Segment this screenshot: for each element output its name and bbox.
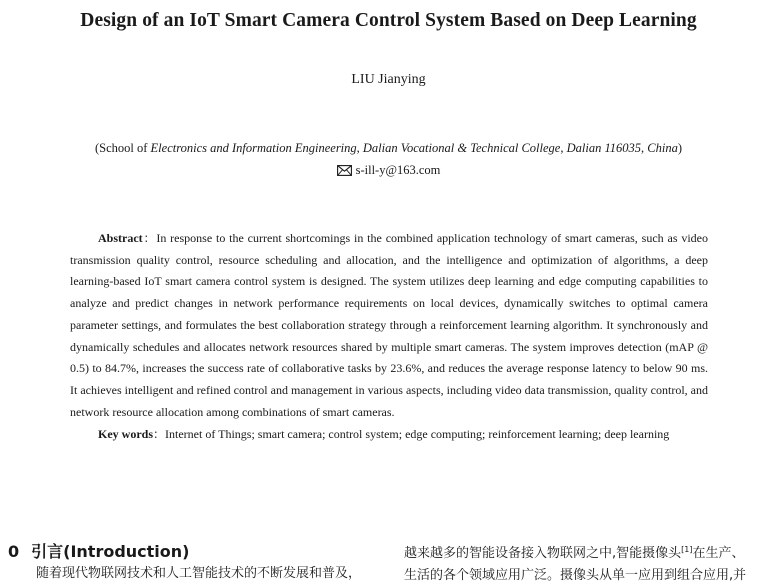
keywords-label: Key words: [98, 427, 153, 442]
left-column-text: 随着现代物联网技术和人工智能技术的不断发展和普及，: [36, 566, 362, 581]
affiliation-sep: ,: [560, 141, 567, 155]
keywords-paragraph: [70, 424, 708, 446]
section-title: 引言(Introduction): [31, 542, 190, 561]
affiliation-sep: ,: [641, 141, 648, 155]
affiliation-school: Electronics and Information Engineering: [150, 141, 357, 155]
abstract-label: Abstract: [98, 231, 143, 245]
section-heading: [8, 539, 190, 562]
affiliation-city: Dalian 116035: [566, 141, 642, 155]
email-address[interactable]: s-ill-y@163.com: [355, 163, 441, 177]
right-column-line: [404, 539, 772, 565]
keywords-sep: ：: [153, 427, 166, 442]
affiliation-college: Dalian Vocational & Technical College: [362, 141, 561, 155]
email-line: [0, 163, 777, 180]
abstract-block: [70, 228, 708, 446]
mail-icon: [337, 165, 352, 180]
author-name: LIU Jianying: [351, 72, 426, 87]
citation-ref[interactable]: [1]: [681, 545, 693, 554]
affiliation-close: ): [677, 141, 682, 155]
affiliation: [0, 141, 777, 156]
right-line1-a: 越来越多的智能设备接入物联网之中,智能摄像头: [404, 546, 682, 561]
abstract-sep: ：: [142, 231, 157, 245]
abstract-paragraph: [70, 228, 708, 423]
right-line1-b: 在生产、: [692, 546, 745, 561]
section-number: 0: [8, 542, 20, 561]
affiliation-sep: ,: [356, 141, 363, 155]
right-column-line: 生活的各个领域应用广泛。摄像头从单一应用到组合应用,并: [404, 568, 747, 583]
paper-title: Design of an IoT Smart Camera Control System Based on Deep Learning: [80, 10, 697, 31]
keywords-text: Internet of Things; smart camera; control system; edge computing; reinforcement learning; deep learning: [165, 427, 670, 442]
abstract-text: In response to the current shortcomings in the combined application technology of smart cameras, such as video transmission quality control, resource scheduling and allocation, and the intelligence and optimization of algorithms, a deep learning-based IoT smart camera control system is designed. The system utilizes deep learning and edge computing capabilities to analyze and predict changes in network performance requirements on local devices, dynamically switches to optimal camera parameter settings, and formulates the best collaboration strategy through a reinforcement learning algorithm. It synchronously and dynamically schedules and allocates network resources shared by multiple smart cameras. The system improves detection (mAP @ 0.5) to 84.7%, increases the success rate of collaborative tasks by 23.6%, and reduces the average response latency to below 90 ms. It achieves intelligent and refined control and management in various aspects, including video data transmission, quality control, and network resource allocation among combinations of smart cameras.: [70, 231, 708, 419]
right-column-text: [404, 539, 772, 587]
affiliation-open: (School of: [94, 141, 151, 155]
affiliation-country: China: [647, 141, 678, 155]
